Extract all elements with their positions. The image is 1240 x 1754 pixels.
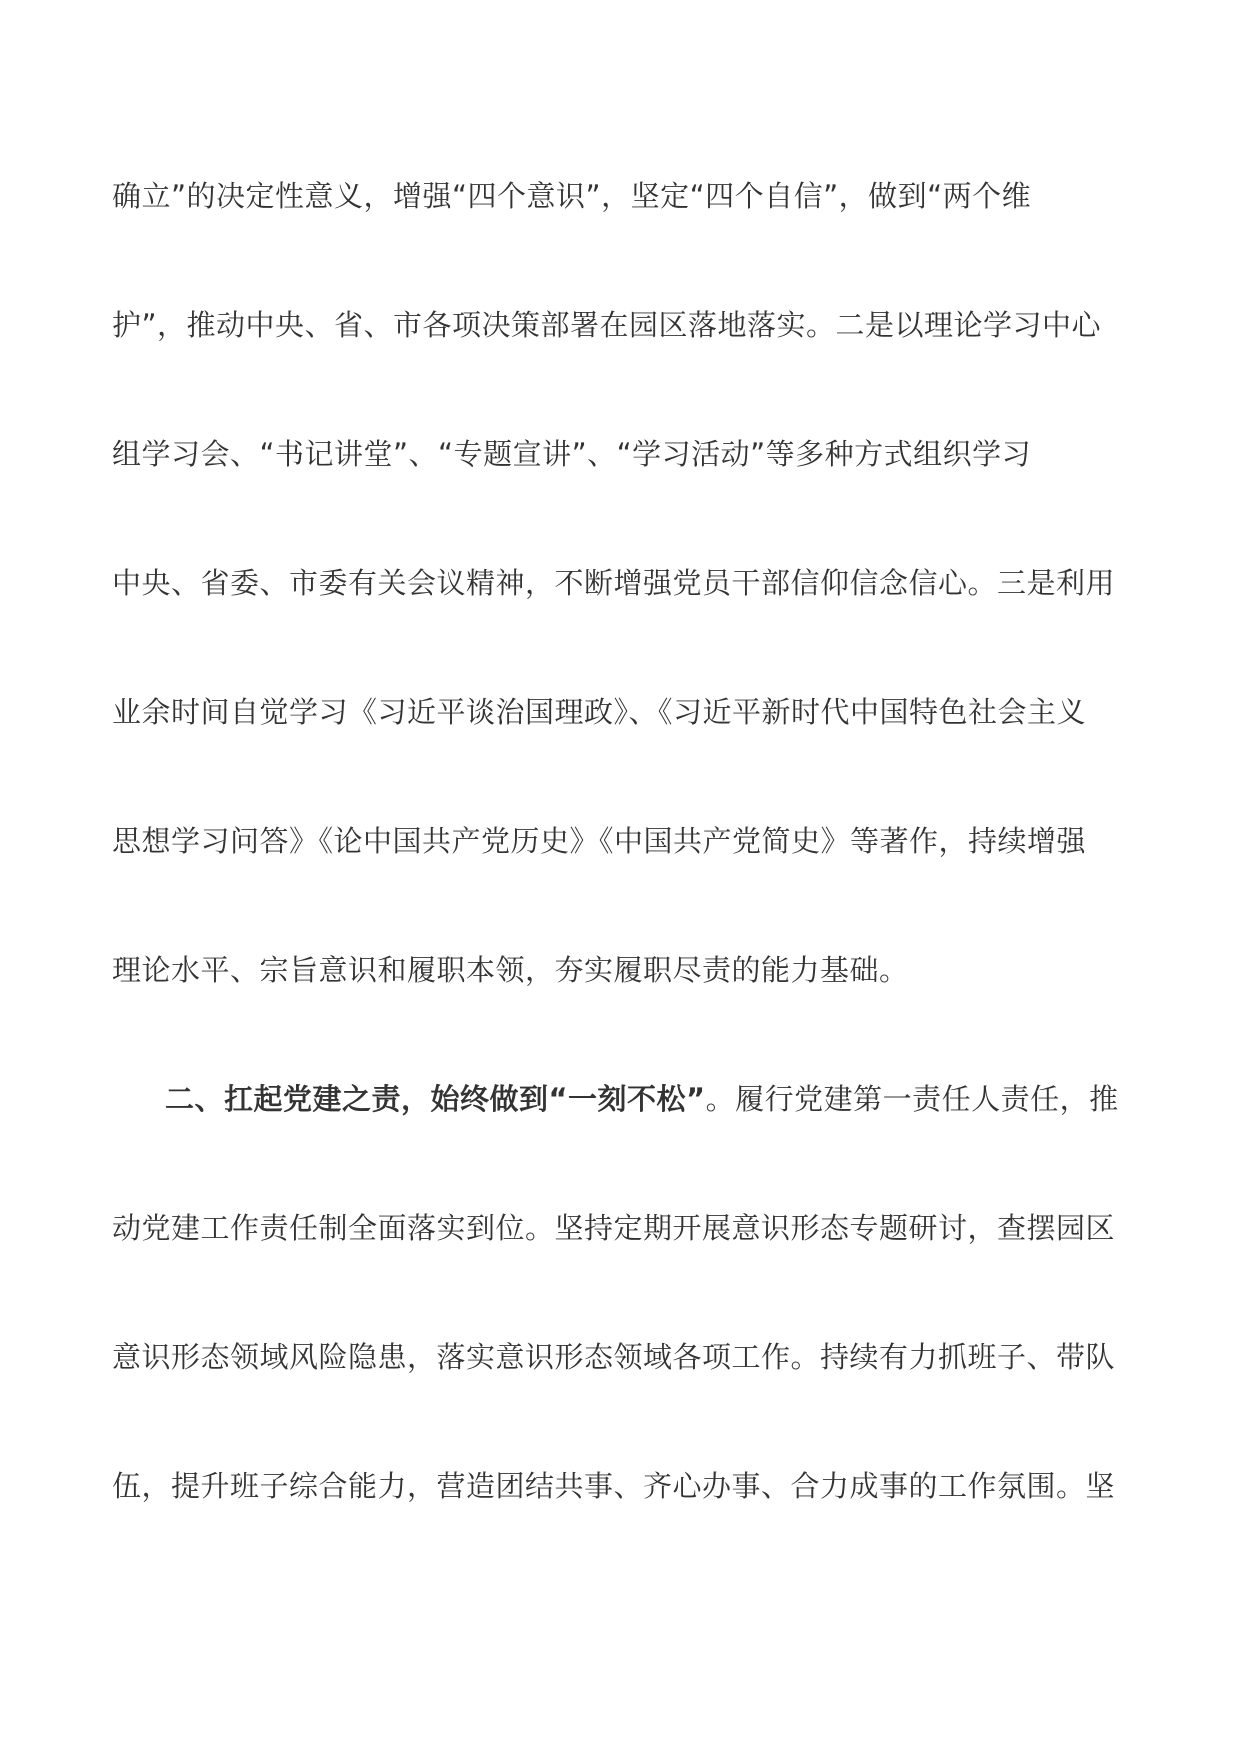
paragraph-line: 伍，提升班子综合能力，营造团结共事、齐心办事、合力成事的工作氛围。坚 [112,1469,1116,1503]
section-heading-rest: 。履行党建第一责任人责任，推 [705,1082,1119,1116]
section-heading-line [165,1079,1195,1119]
paragraph-line: 动党建工作责任制全面落实到位。坚持定期开展意识形态专题研讨，查摆园区 [112,1211,1116,1245]
paragraph-line: 中央、省委、市委有关会议精神，不断增强党员干部信仰信念信心。三是利用 [112,566,1116,600]
paragraph-line: 业余时间自觉学习《习近平谈治国理政》、《习近平新时代中国特色社会主义 [112,695,1087,729]
paragraph-line: 思想学习问答》《论中国共产党历史》《中国共产党简史》等著作，持续增强 [112,824,1087,858]
section-heading: 二、扛起党建之责，始终做到“一刻不松” [165,1082,706,1116]
paragraph-line: 理论水平、宗旨意识和履职本领，夯实履职尽责的能力基础。 [112,953,909,987]
paragraph-line: 护”，推动中央、省、市各项决策部署在园区落地落实。二是以理论学习中心 [112,308,1102,342]
paragraph-line: 确立”的决定性意义，增强“四个意识”，坚定“四个自信”，做到“两个维 [112,179,1032,213]
paragraph-line: 组学习会、“书记讲堂”、“专题宣讲”、“学习活动”等多种方式组织学习 [112,437,1032,471]
paragraph-line: 意识形态领域风险隐患，落实意识形态领域各项工作。持续有力抓班子、带队 [112,1340,1116,1374]
